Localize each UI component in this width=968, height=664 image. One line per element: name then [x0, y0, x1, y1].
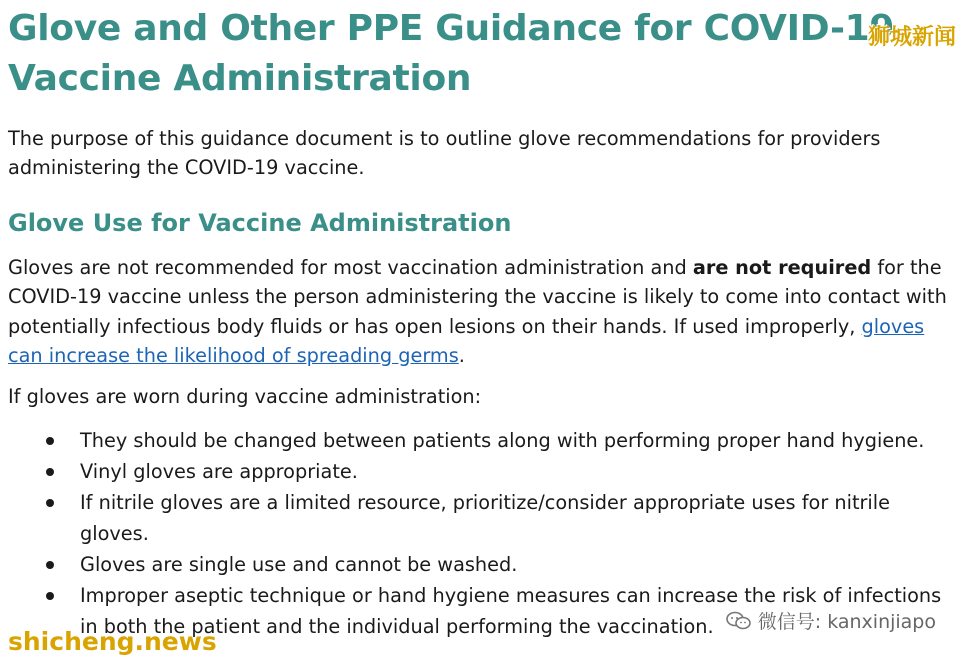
bullet-icon — [46, 468, 54, 476]
watermark-bottom-right — [726, 607, 936, 634]
intro-paragraph: The purpose of this guidance document is to outline glove recommendations for providers administering the COVID-19 vaccine. — [8, 127, 881, 179]
bullet-icon — [46, 499, 54, 507]
para-bold-text: are not required — [692, 256, 872, 279]
germs-link[interactable]: gloves can increase the likelihood of spreading germs — [8, 314, 925, 367]
list-item — [8, 456, 958, 487]
list-item — [8, 549, 958, 580]
wechat-icon — [726, 611, 752, 631]
para-text-2: for the COVID-19 vaccine unless the person administering the vaccine is likely to come into contact with potentially infectious body fluids or has open lesions on their hands. If used improperly, — [8, 256, 947, 338]
list-item-text: They should be changed between patients along with performing proper hand hygiene. — [80, 429, 925, 452]
para-text-1: Gloves are not recommended for most vaccination administration and — [8, 256, 693, 279]
wechat-id: 微信号: kanxinjiapo — [757, 611, 936, 633]
para-text-3: . — [458, 343, 465, 367]
watermark-bottom-left: shicheng.news — [8, 627, 217, 656]
bullet-icon — [46, 592, 54, 600]
glove-use-paragraph — [8, 253, 958, 370]
list-item — [8, 425, 958, 456]
list-item-text: Improper aseptic technique or hand hygiene measures can increase the risk of infections in both the patient and the individual performing the vaccination. — [80, 584, 942, 638]
list-item-text: Gloves are single use and cannot be washed. — [80, 553, 518, 576]
page-title: Glove and Other PPE Guidance for COVID-19 Vaccine Administration — [8, 8, 895, 99]
bullet-icon — [46, 437, 54, 445]
list-item — [8, 487, 958, 549]
bullet-icon — [46, 561, 54, 569]
list-intro: If gloves are worn during vaccine administration: — [8, 385, 482, 408]
watermark-top-right: 狮城新闻 — [867, 25, 956, 50]
list-item-text: Vinyl gloves are appropriate. — [80, 460, 358, 483]
list-item-text: If nitrile gloves are a limited resource, prioritize/consider appropriate uses for nitrile gloves. — [80, 491, 891, 545]
section-heading: Glove Use for Vaccine Administration — [8, 209, 512, 237]
